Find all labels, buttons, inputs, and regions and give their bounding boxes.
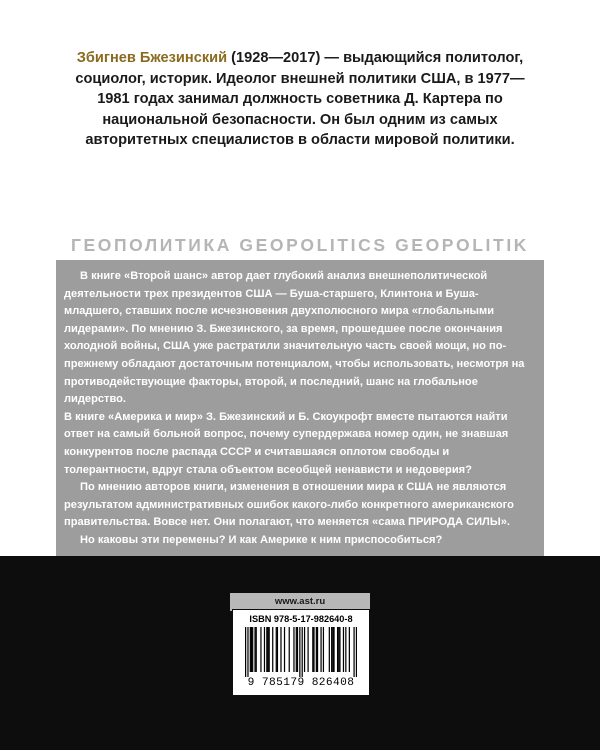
author-name: Збигнев Бжезинский bbox=[76, 50, 228, 66]
barcode-bar bbox=[343, 627, 344, 672]
barcode-bar bbox=[296, 627, 297, 672]
barcode-bar bbox=[320, 627, 321, 672]
barcode-bar bbox=[276, 627, 277, 672]
book-annotation bbox=[64, 268, 536, 550]
barcode-icon bbox=[245, 627, 357, 677]
barcode-bar bbox=[302, 627, 303, 677]
annotation-paragraph-3: По мнению авторов книги, изменения в отношении мира к США не являются результатом административных ошибок какого-либо конкретного американского правительства. Вовсе нет. Они полагают, что меняется «сама ПРИРОДА СИЛЫ». bbox=[64, 481, 514, 529]
series-title: ГЕОПОЛИТИКА GEOPOLITICS GEOPOLITIK bbox=[70, 235, 530, 255]
barcode-bar bbox=[251, 627, 252, 672]
barcode-bar bbox=[332, 627, 333, 672]
publisher-website: www.ast.ru bbox=[230, 593, 370, 611]
barcode-bar bbox=[267, 627, 268, 672]
barcode-bar bbox=[304, 627, 305, 672]
author-bio-text: (1928—2017) — выдающийся политолог, социолог, историк. Идеолог внешней политики США, в 1977—1981 годах занимал должность советника Д. Картера по национальной безопасности. Он был одним из самых авторитетных специалистов в области мировой политики. bbox=[75, 50, 525, 148]
barcode-bar bbox=[289, 627, 290, 672]
ean-right-group: 826408 bbox=[311, 677, 355, 689]
barcode-bar bbox=[349, 627, 350, 672]
isbn-number: ISBN 978-5-17-982640-8 bbox=[249, 614, 353, 624]
barcode-bar bbox=[312, 627, 313, 672]
barcode-bar bbox=[293, 627, 294, 672]
ean-digits bbox=[235, 677, 367, 689]
barcode-bar bbox=[353, 627, 354, 677]
barcode-bar bbox=[329, 627, 330, 672]
barcode-bar bbox=[356, 627, 357, 677]
barcode-bar bbox=[316, 627, 317, 672]
barcode-bar bbox=[297, 627, 298, 672]
barcode-bar bbox=[313, 627, 314, 672]
barcode-bar bbox=[266, 627, 267, 672]
author-bio bbox=[70, 48, 530, 151]
barcode-bar bbox=[250, 627, 251, 672]
barcode-bar bbox=[345, 627, 346, 672]
barcode-bar bbox=[272, 627, 273, 672]
annotation-paragraph-4: Но каковы эти перемены? И как Америке к ним приспособиться? bbox=[80, 533, 443, 546]
barcode-bar bbox=[337, 627, 338, 672]
barcode-bar bbox=[317, 627, 318, 672]
barcode-bar bbox=[260, 627, 261, 672]
barcode-bar bbox=[256, 627, 257, 672]
barcode-bar bbox=[299, 627, 300, 677]
barcode-bar bbox=[277, 627, 278, 672]
barcode-bar bbox=[264, 627, 265, 672]
barcode-box bbox=[232, 609, 370, 696]
barcode-bar bbox=[339, 627, 340, 672]
ean-left-group: 785179 bbox=[261, 677, 305, 689]
annotation-paragraph-1: В книге «Второй шанс» автор дает глубокий анализ внешнеполитической деятельности трех президентов США — Буша-старшего, Клинтона и Буша-младшего, ставших после исчезновения двухполюсного мира «глобальными лидерами». По мнению З. Бжезинского, за время, прошедшее после окончания холодной войны, США уже растратили значительную часть своей мощи, но по-прежнему обладают достаточным потенциалом, чтобы использовать, несмотря на противодействующие факторы, второй, и последний, шанс на глобальное лидерство. bbox=[64, 270, 525, 406]
annotation-paragraph-2: В книге «Америка и мир» З. Бжезинский и Б. Скоукрофт вместе пытаются найти ответ на самый больной вопрос, почему супердержава номер один, не знавшая конкурентов после распада СССР и считавшаяся оплотом свободы и толерантности, вдруг стала объектом всеобщей ненависти и недоверия? bbox=[64, 410, 509, 476]
barcode-bar bbox=[338, 627, 339, 672]
barcode-bar bbox=[323, 627, 324, 672]
barcode-bar bbox=[269, 627, 270, 672]
barcode-bar bbox=[280, 627, 281, 672]
barcode-bar bbox=[307, 627, 308, 672]
barcode-bar bbox=[245, 627, 246, 677]
ean-first-digit: 9 bbox=[247, 677, 255, 689]
barcode-bar bbox=[252, 627, 253, 672]
barcode-bar bbox=[284, 627, 285, 672]
barcode-bar bbox=[333, 627, 334, 672]
barcode-bar bbox=[331, 627, 332, 672]
barcode-bar bbox=[254, 627, 255, 672]
barcode-bar bbox=[247, 627, 248, 677]
